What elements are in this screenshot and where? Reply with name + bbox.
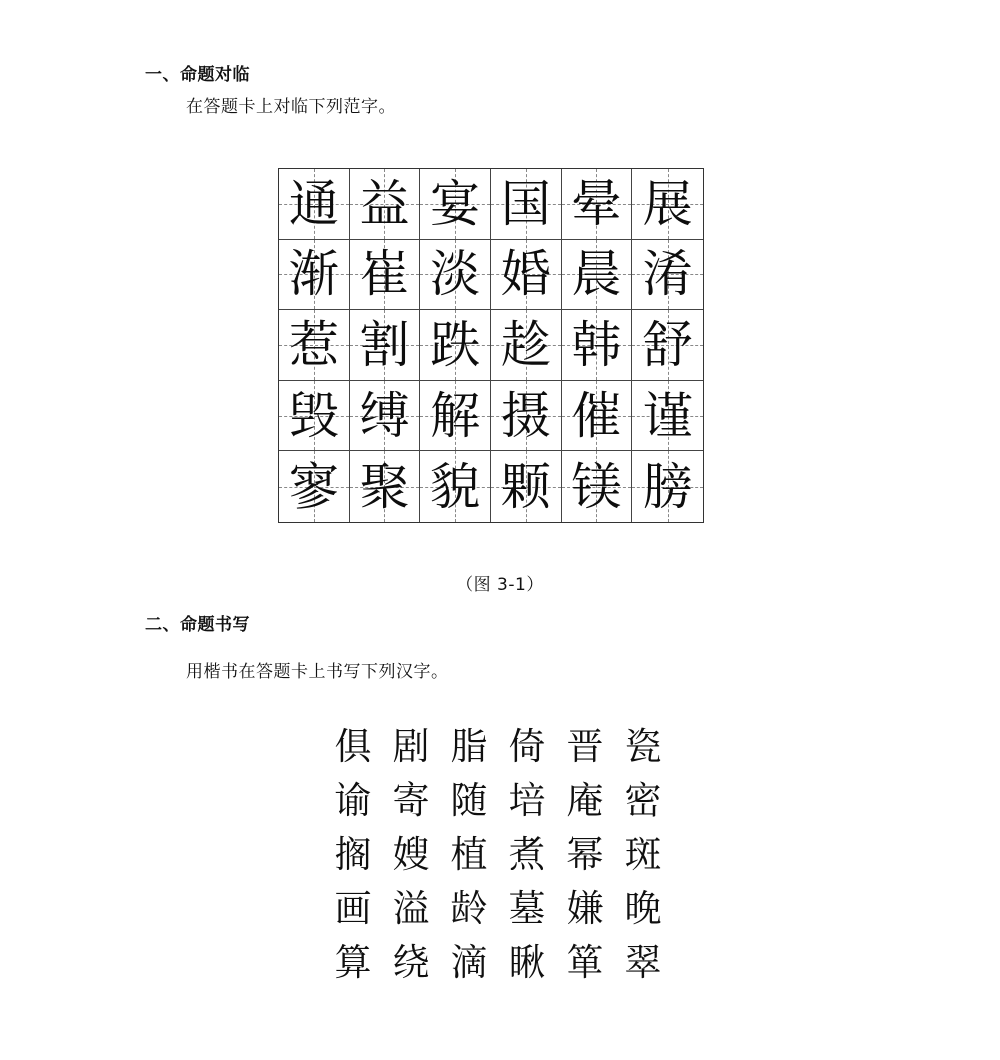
model-character: 通 [288, 174, 339, 233]
model-character: 婚 [500, 245, 551, 304]
model-grid-cell [420, 169, 491, 240]
model-grid-cell [279, 310, 350, 381]
practice-character: 剧 [392, 725, 430, 768]
model-character: 缚 [359, 386, 410, 445]
practice-character: 脂 [450, 725, 488, 768]
section-1-instruction: 在答题卡上对临下列范字。 [186, 97, 396, 117]
model-grid-cell [420, 240, 491, 311]
model-grid-cell [420, 310, 491, 381]
model-character: 宴 [430, 174, 481, 233]
model-character: 貌 [430, 457, 481, 516]
practice-character: 密 [624, 779, 662, 822]
practice-character: 俱 [334, 725, 372, 768]
practice-character: 庵 [566, 779, 604, 822]
model-character: 益 [359, 174, 410, 233]
model-character: 韩 [571, 315, 622, 374]
model-grid-cell [562, 451, 633, 522]
practice-character: 倚 [508, 725, 546, 768]
figure-caption: （图 3-1） [456, 575, 544, 595]
model-grid-cell [562, 169, 633, 240]
model-character: 崔 [359, 245, 410, 304]
model-grid-cell [420, 451, 491, 522]
model-character: 寥 [288, 457, 339, 516]
practice-character: 箪 [566, 941, 604, 984]
model-grid-cell [562, 240, 633, 311]
model-grid-cell [350, 169, 421, 240]
section-2-instruction: 用楷书在答题卡上书写下列汉字。 [186, 662, 449, 682]
model-character: 淡 [430, 245, 481, 304]
model-grid-cell [562, 381, 633, 452]
practice-character: 龄 [450, 887, 488, 930]
model-grid-cell [491, 310, 562, 381]
model-grid-cell [632, 381, 703, 452]
practice-character: 随 [450, 779, 488, 822]
practice-character: 墓 [508, 887, 546, 930]
practice-character: 斑 [624, 833, 662, 876]
model-grid-cell [632, 169, 703, 240]
model-grid-cell [350, 310, 421, 381]
model-character: 解 [430, 386, 481, 445]
model-character: 谨 [642, 386, 693, 445]
practice-character: 植 [450, 833, 488, 876]
model-character: 聚 [359, 457, 410, 516]
model-character: 膀 [642, 457, 693, 516]
model-character: 晕 [571, 174, 622, 233]
model-grid-cell [279, 381, 350, 452]
section-1-heading: 一、命题对临 [145, 65, 250, 85]
model-grid-cell [350, 381, 421, 452]
practice-character: 翠 [624, 941, 662, 984]
practice-character: 瓷 [624, 725, 662, 768]
model-character: 国 [500, 174, 551, 233]
model-grid-cell [632, 240, 703, 311]
model-character-grid [278, 168, 704, 523]
model-grid-cell [491, 381, 562, 452]
model-character: 镁 [571, 457, 622, 516]
practice-character: 画 [334, 887, 372, 930]
practice-character: 寄 [392, 779, 430, 822]
practice-character: 溢 [392, 887, 430, 930]
practice-character: 谕 [334, 779, 372, 822]
model-character: 颗 [500, 457, 551, 516]
model-character: 趁 [500, 315, 551, 374]
practice-character: 算 [334, 941, 372, 984]
model-grid-cell [491, 451, 562, 522]
model-grid-cell [491, 240, 562, 311]
practice-character: 绕 [392, 941, 430, 984]
model-grid-cell [279, 240, 350, 311]
practice-character: 煮 [508, 833, 546, 876]
model-grid-cell [279, 169, 350, 240]
model-grid-cell [279, 451, 350, 522]
practice-character: 幂 [566, 833, 604, 876]
model-grid-cell [562, 310, 633, 381]
model-character: 摄 [500, 386, 551, 445]
model-grid-cell [350, 451, 421, 522]
model-grid-cell [632, 310, 703, 381]
model-character: 毁 [288, 386, 339, 445]
practice-character: 嫌 [566, 887, 604, 930]
model-character: 割 [359, 315, 410, 374]
practice-character: 瞅 [508, 941, 546, 984]
section-2-heading: 二、命题书写 [145, 615, 250, 635]
practice-character: 培 [508, 779, 546, 822]
model-grid-cell [420, 381, 491, 452]
model-character: 渐 [288, 245, 339, 304]
model-grid-cell [632, 451, 703, 522]
model-character: 催 [571, 386, 622, 445]
model-character: 惹 [288, 315, 339, 374]
model-character: 跌 [430, 315, 481, 374]
model-grid-cell [350, 240, 421, 311]
model-grid-cell [491, 169, 562, 240]
practice-character: 滴 [450, 941, 488, 984]
practice-character: 搁 [334, 833, 372, 876]
model-character: 晨 [571, 245, 622, 304]
practice-character: 晚 [624, 887, 662, 930]
model-character: 淆 [642, 245, 693, 304]
practice-character-list [324, 720, 672, 990]
model-character: 舒 [642, 315, 693, 374]
practice-character: 嫂 [392, 833, 430, 876]
practice-character: 晋 [566, 725, 604, 768]
model-character: 展 [642, 174, 693, 233]
